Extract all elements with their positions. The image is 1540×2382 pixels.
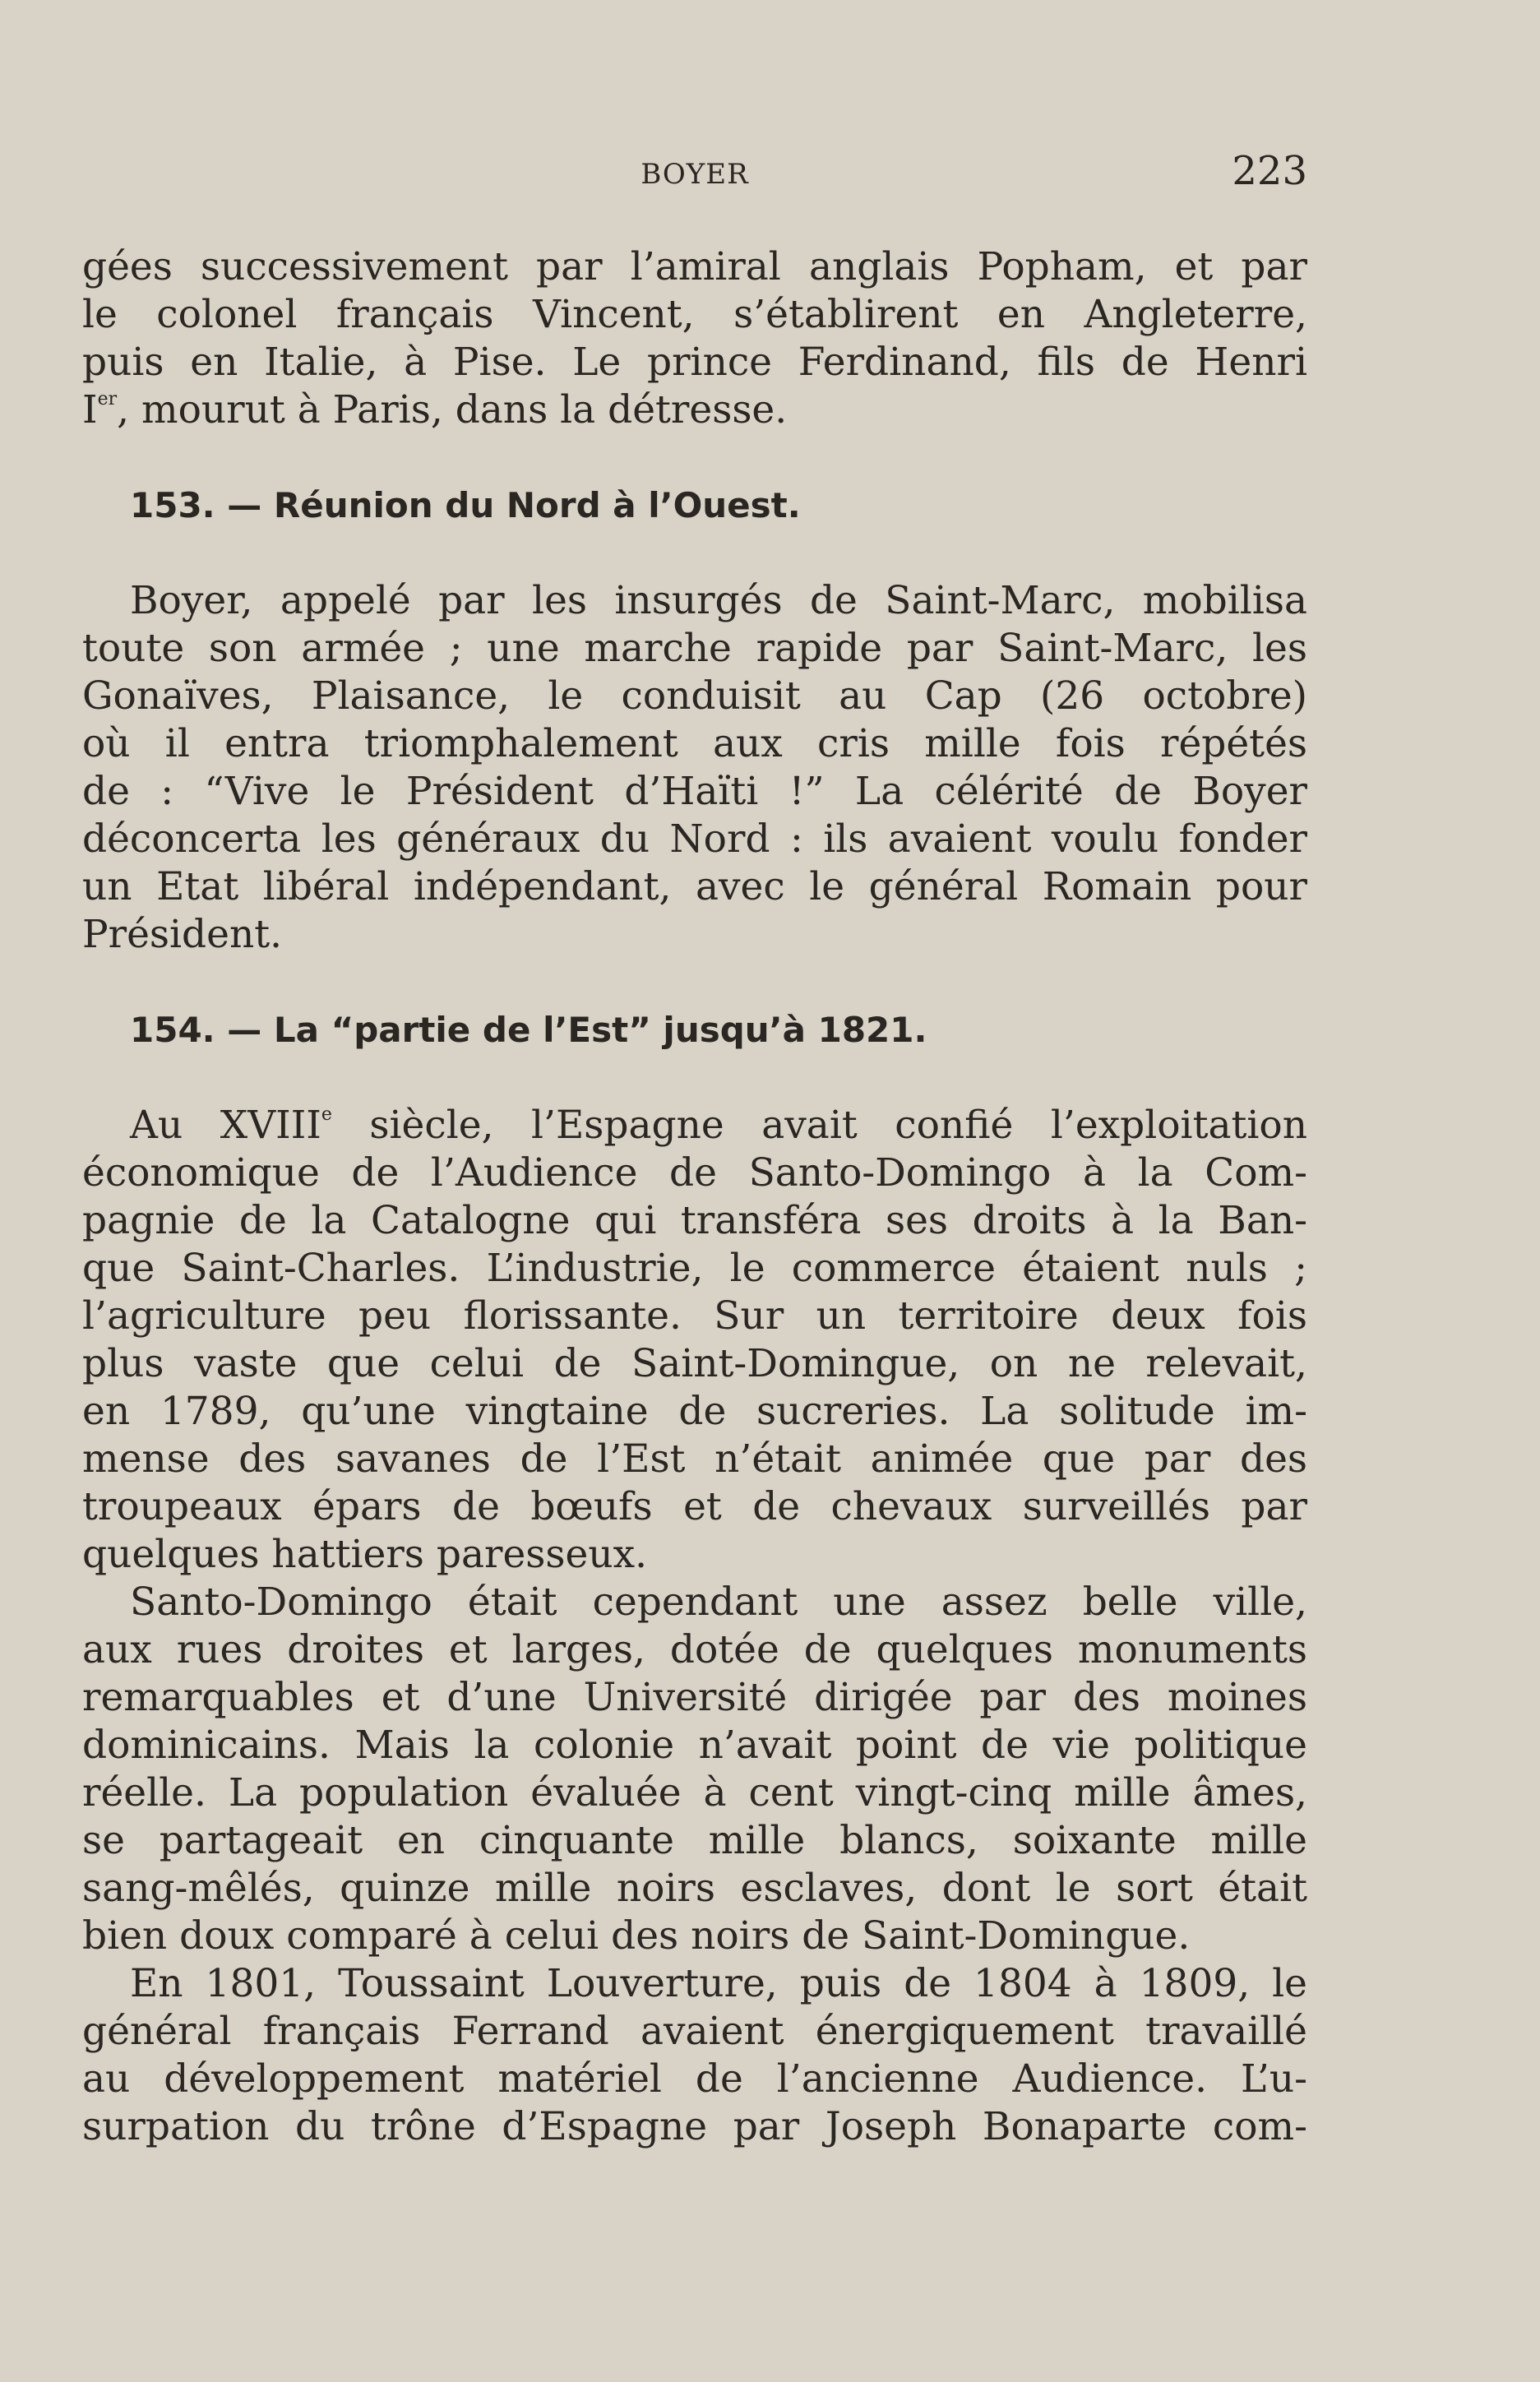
text-line: Président. [82,912,283,957]
text-line: surpation du trône d’Espagne par Joseph Bonaparte com- [82,2104,1307,2149]
text-line: quelques hattiers paresseux. [82,1532,648,1577]
text-line: économique de l’Audience de Santo-Domingo à la Com- [82,1150,1307,1196]
page-body [82,243,1307,2151]
text-fragment: Au XVIII [130,1103,321,1148]
text-line: aux rues droites et larges, dotée de quelques monuments [82,1627,1307,1672]
text-line: où il entra triomphalement aux cris mille fois répétés [82,721,1307,766]
text-line: déconcerta les généraux du Nord : ils avaient voulu fonder [82,816,1307,862]
text-line: général français Ferrand avaient énergiquement travaillé [82,2009,1307,2054]
text-line: plus vaste que celui de Saint-Domingue, on ne relevait, [82,1341,1307,1386]
text-fragment: siècle, l’Espagne avait confié l’exploitation [331,1103,1307,1148]
text-line: Gonaïves, Plaisance, le conduisit au Cap (26 octobre) [82,673,1307,719]
text-line: l’agriculture peu florissante. Sur un territoire deux fois [82,1293,1307,1339]
text-line: pagnie de la Catalogne qui transféra ses droits à la Ban- [82,1198,1307,1243]
text-line [82,1102,1307,1149]
spacer [82,434,1307,482]
text-fragment: , mourut à Paris, dans la détresse. [117,387,788,432]
text-line: gées successivement par l’amiral anglais Popham, et par [82,244,1307,289]
spacer [82,1054,1307,1102]
spacer [82,530,1307,577]
text-line: au développement matériel de l’ancienne Audience. L’u- [82,2056,1307,2102]
page-number: 223 [1232,148,1307,194]
superscript: e [321,1104,332,1125]
spacer [82,959,1307,1006]
section-heading-154: 154. — La “partie de l’Est” jusqu’à 1821. [130,1010,927,1050]
text-line: mense des savanes de l’Est n’était animée que par des [82,1436,1307,1482]
text-line: toute son armée ; une marche rapide par Saint-Marc, les [82,626,1307,671]
text-line: remarquables et d’une Université dirigée par des moines [82,1675,1307,1720]
text-line: de : “Vive le Président d’Haïti !” La célérité de Boyer [82,769,1307,814]
text-line: bien doux comparé à celui des noirs de Saint-Domingue. [82,1913,1191,1959]
text-line: En 1801, Toussaint Louverture, puis de 1804 à 1809, le [130,1961,1307,2006]
text-line: Santo-Domingo était cependant une assez belle ville, [130,1580,1307,1625]
text-line: Boyer, appelé par les insurgés de Saint-Marc, mobilisa [130,578,1307,623]
text-line: un Etat libéral indépendant, avec le général Romain pour [82,864,1307,909]
text-line [82,386,1307,434]
text-fragment: I [82,387,98,432]
text-line: se partageait en cinquante mille blancs, soixante mille [82,1818,1307,1863]
text-line: réelle. La population évaluée à cent vingt-cinq mille âmes, [82,1770,1307,1815]
text-line: dominicains. Mais la colonie n’avait point de vie politique [82,1723,1307,1768]
text-line: le colonel français Vincent, s’établirent en Angleterre, [82,292,1307,337]
section-heading-153: 153. — Réunion du Nord à l’Ouest. [130,485,801,525]
text-line: troupeaux épars de bœufs et de chevaux surveillés par [82,1484,1307,1529]
text-line: puis en Italie, à Pise. Le prince Ferdinand, fils de Henri [82,340,1307,385]
text-line: que Saint-Charles. L’industrie, le commerce étaient nuls ; [82,1246,1307,1291]
text-line: sang-mêlés, quinze mille noirs esclaves, dont le sort était [82,1866,1307,1911]
running-head [82,146,1307,196]
text-line: en 1789, qu’une vingtaine de sucreries. La solitude im- [82,1389,1307,1434]
superscript: er [97,389,118,409]
running-title: BOYER [641,158,749,191]
